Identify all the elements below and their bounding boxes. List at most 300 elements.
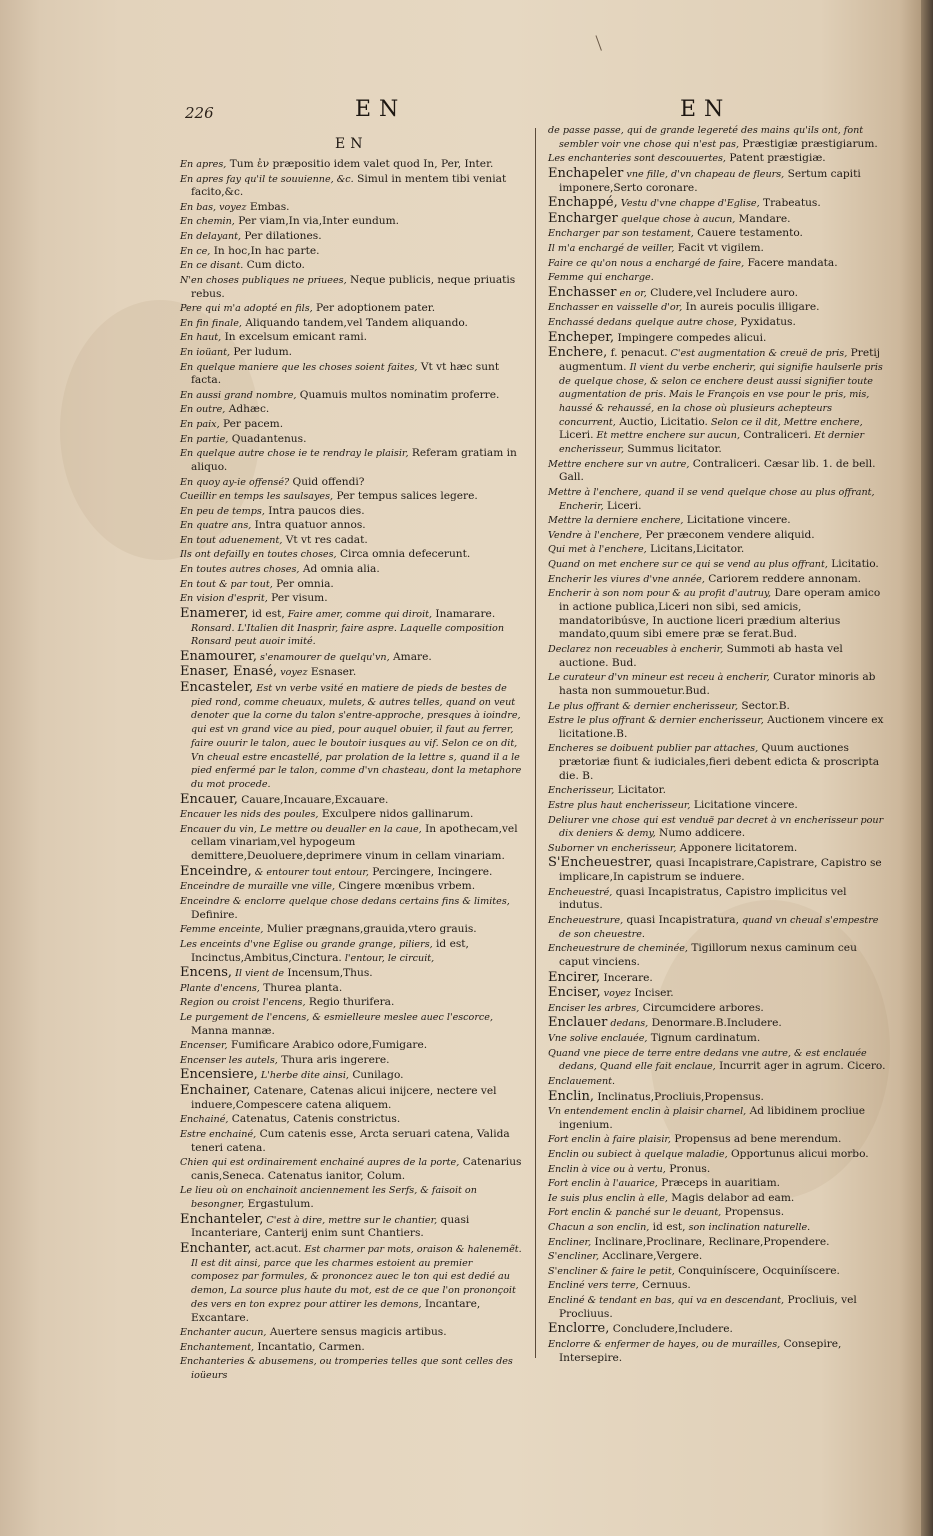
- dictionary-entry: [180, 938, 523, 965]
- french-text: En apres,: [180, 159, 227, 170]
- french-text: En outre,: [180, 404, 226, 416]
- french-text: Le purgement de l'encens, & esmielleure meslee auec l'escorce,: [180, 1011, 494, 1023]
- french-text: En partie,: [180, 433, 229, 445]
- french-text: Encheuestrure,: [548, 915, 624, 927]
- dictionary-entry: [548, 1206, 888, 1220]
- latin-text: quasi Incanteriare, Canterij enim sunt Chantiers.: [191, 1213, 470, 1240]
- dictionary-entry: [548, 196, 888, 211]
- french-text: Suborner vn encherisseur,: [548, 842, 677, 854]
- latin-text: Liceri.: [603, 499, 642, 512]
- french-text: Encenser,: [180, 1040, 228, 1052]
- latin-text: Auctionem vincere ex licitatione.B.: [559, 714, 884, 740]
- latin-text: Sertum capiti imponere,Serto coronare.: [559, 167, 861, 194]
- dictionary-entry: [180, 245, 523, 259]
- headword: Encauer,: [180, 791, 238, 807]
- french-text: Qui met à l'enchere,: [548, 544, 647, 556]
- dictionary-entry: [548, 643, 888, 670]
- french-text: En bas, voyez: [180, 201, 247, 213]
- headword: Enclin,: [548, 1088, 594, 1104]
- french-text: En toutes autres choses,: [180, 564, 300, 576]
- headword: Enciser,: [548, 985, 601, 1001]
- french-text: Le curateur d'vn mineur est receu à encherir,: [548, 672, 770, 684]
- latin-text: Regio thurifera.: [305, 996, 395, 1009]
- latin-text: Patent præstigiæ.: [725, 152, 826, 165]
- dictionary-entry: [548, 1047, 888, 1074]
- latin-text: Vt vt hæc sunt facta.: [191, 360, 500, 387]
- column-left: [180, 158, 523, 1384]
- headword: Enchappé,: [548, 195, 618, 211]
- french-text: En delayant,: [180, 231, 242, 243]
- dictionary-entry: [548, 257, 888, 271]
- dictionary-entry: [180, 1341, 523, 1355]
- headword: S'Encheuestrer,: [548, 855, 653, 871]
- french-text: S'encliner,: [548, 1251, 600, 1263]
- column-rule: [535, 128, 536, 1358]
- latin-text: Cum dicto.: [243, 259, 305, 272]
- dictionary-entry: [548, 1032, 888, 1046]
- dictionary-entry: [548, 1265, 888, 1279]
- latin-text: Apponere licitatorem.: [676, 841, 798, 854]
- latin-text: Per pacem.: [219, 418, 284, 431]
- latin-text: Inclinare,Proclinare, Reclinare,Propendere.: [591, 1235, 830, 1248]
- french-text: En tout & par tout,: [180, 578, 273, 590]
- latin-text: Pyxidatus.: [737, 315, 796, 328]
- french-text: Il vient de: [232, 968, 285, 980]
- latin-text: Quid offendi?: [289, 475, 365, 488]
- latin-text: Trabeatus.: [759, 197, 821, 210]
- latin-text: Per ludum.: [230, 345, 293, 358]
- french-text: Enchassé dedans quelque autre chose,: [548, 316, 738, 328]
- dictionary-entry: [548, 529, 888, 543]
- dictionary-entry: [180, 1156, 523, 1183]
- latin-text: Incantare, Excantare.: [191, 1297, 481, 1324]
- french-text: L'herbe dite ainsi,: [257, 1070, 349, 1082]
- french-text: quand vn cheual s'empestre de son cheuestre.: [559, 915, 879, 940]
- french-text: voyez: [600, 988, 631, 1000]
- french-text: Enchasser en vaisselle d'or,: [548, 302, 683, 314]
- french-text: Declarez non receuables à encherir,: [548, 643, 724, 655]
- latin-text: Facit vt vigilem.: [674, 241, 764, 254]
- headword: Enchanteler,: [180, 1211, 264, 1227]
- french-text: Ronsard. L'Italien dit Inasprir, faire aspre. Laquelle composition Ronsard peut auoir imité.: [191, 622, 505, 648]
- headword: Encharger: [548, 210, 618, 226]
- latin-text: Licitatio.: [827, 558, 879, 571]
- latin-text: Inamarare.: [432, 607, 496, 620]
- latin-text: Propensus.: [721, 1206, 785, 1219]
- latin-text: Thura aris ingerere.: [277, 1053, 390, 1066]
- latin-text: Præstigiæ præstigiarum.: [739, 137, 878, 150]
- dictionary-entry: [548, 671, 888, 698]
- french-text: Est charmer par mots, oraison & halenemẽt. Il est dit ainsi, parce que les charmes estoient au premier composez par formules, & prononcez auec le ton qui est dedié au demon, La source plus haute du mot, est de ce que l'on prononçoit des vers en ton exprez pour attirer les demons,: [191, 1244, 522, 1310]
- french-text: Encliner,: [548, 1236, 592, 1248]
- french-text: Enclin à vice ou à vertu,: [548, 1163, 666, 1175]
- latin-text: Summoti ab hasta vel auctione. Bud.: [559, 642, 843, 669]
- dictionary-entry: [180, 433, 523, 447]
- dictionary-entry: [548, 986, 888, 1001]
- dictionary-entry: [548, 814, 888, 841]
- dictionary-entry: [548, 1192, 888, 1206]
- latin-text: Incensum,Thus.: [284, 967, 373, 980]
- latin-text: Licitans,Licitator.: [646, 543, 745, 556]
- dictionary-entry: [180, 274, 523, 301]
- dictionary-entry: [180, 346, 523, 360]
- column-right: [548, 124, 888, 1366]
- latin-text: Ergastulum.: [244, 1198, 314, 1211]
- latin-text: Catenarius canis,Seneca. Catenatus ianitor, Colum.: [191, 1156, 522, 1182]
- french-text: Enclauement.: [548, 1075, 616, 1087]
- latin-text: Summus licitator.: [624, 443, 722, 456]
- latin-text: Dare operam amico in actione publica,Liceri non sibi, sed amicis, mandatoribúsve, In auctione liceri prædium alterius mandato,quum sibi emere præ se ferat.Bud.: [559, 587, 881, 641]
- dictionary-entry: [180, 982, 523, 996]
- french-text: En quelque autre chose ie te rendray le plaisir,: [180, 448, 409, 460]
- dictionary-entry: [180, 1326, 523, 1340]
- dictionary-entry: [548, 271, 888, 285]
- dictionary-entry: [180, 201, 523, 215]
- french-text: Selon ce il dit, Mettre enchere,: [707, 416, 863, 428]
- french-text: Mettre à l'enchere, quand il se vend quelque chose au plus offrant, Encherir,: [548, 486, 875, 512]
- french-text: Region ou croist l'encens,: [180, 997, 306, 1009]
- latin-text: Denormare.B.Includere.: [648, 1017, 782, 1030]
- french-text: Enceindre de muraille vne ville,: [180, 881, 335, 893]
- headword: Encensiere,: [180, 1067, 258, 1083]
- french-text: Vn entendement enclin à plaisir charnel,: [548, 1106, 747, 1118]
- latin-text: Intra paucos dies.: [264, 504, 365, 517]
- french-text: Vestu d'vne chappe d'Eglise,: [617, 198, 760, 210]
- dictionary-entry: [180, 592, 523, 606]
- french-text: Quand vne piece de terre entre dedans vne autre, & est enclauée dedans, Quand elle fait enclaue,: [548, 1047, 867, 1073]
- dictionary-entry: [180, 1213, 523, 1241]
- french-text: En apres fay qu'il te souuienne, &c.: [180, 173, 354, 185]
- dictionary-entry: [180, 1068, 523, 1083]
- dictionary-entry: [548, 316, 888, 330]
- latin-text: Cunilago.: [348, 1069, 404, 1082]
- dictionary-entry: [548, 886, 888, 913]
- latin-text: Catenatus, Catenis constrictus.: [228, 1113, 401, 1126]
- french-text: Enchanteries & abusemens, ou tromperies telles que sont celles des ioüeurs: [180, 1356, 513, 1382]
- latin-text: Per viam,In via,Inter eundum.: [234, 215, 400, 228]
- dictionary-entry: [180, 173, 523, 200]
- latin-text: Incurrit ager in agrum. Cicero.: [715, 1060, 886, 1073]
- section-heading: EN: [335, 136, 368, 152]
- latin-text: Simul in mentem tibi veniat facito,&c.: [191, 172, 507, 199]
- dictionary-entry: [548, 1250, 888, 1264]
- dictionary-entry: [180, 1084, 523, 1112]
- dictionary-entry: [180, 650, 523, 665]
- dictionary-entry: [548, 784, 888, 798]
- dictionary-entry: [548, 971, 888, 986]
- french-text: En peu de temps,: [180, 505, 265, 517]
- dictionary-entry: [180, 331, 523, 345]
- dictionary-entry: [180, 665, 523, 680]
- latin-text: Curator minoris ab hasta non summouetur.Bud.: [559, 671, 876, 697]
- latin-text: Cariorem reddere annonam.: [704, 572, 862, 585]
- dictionary-entry: [180, 447, 523, 474]
- dictionary-entry: [180, 823, 523, 864]
- dictionary-entry: [548, 1016, 888, 1031]
- latin-text: Opportunus alicui morbo.: [727, 1148, 869, 1160]
- dictionary-entry: [548, 242, 888, 256]
- latin-text: Tignum cardinatum.: [647, 1032, 761, 1045]
- dictionary-entry: [180, 793, 523, 808]
- dictionary-entry: [548, 152, 888, 166]
- french-text: Encheres se doibuent publier par attaches,: [548, 743, 759, 755]
- latin-text: Per præconem vendere aliquid.: [642, 528, 815, 541]
- latin-text: Consepire, Intersepire.: [559, 1337, 842, 1364]
- french-text: Enclorre & enfermer de hayes, ou de murailles,: [548, 1338, 781, 1350]
- latin-text: Referam gratiam in aliquo.: [191, 447, 517, 473]
- french-text: Estre le plus offrant & dernier encherisseur,: [548, 715, 764, 727]
- french-text: En ce,: [180, 245, 211, 257]
- dictionary-entry: [548, 1338, 888, 1365]
- latin-text: Mulier prægnans,grauida,vtero grauis.: [263, 923, 477, 936]
- french-text: Ils ont defailly en toutes choses,: [180, 549, 337, 561]
- dictionary-entry: [548, 856, 888, 884]
- french-text: En ioüant,: [180, 346, 231, 358]
- dictionary-entry: [548, 1163, 888, 1177]
- dictionary-entry: [548, 914, 888, 941]
- latin-text: In apothecam,vel cellam vinariam,vel hypogeum demittere,Deuoluere,deprimere vinum in cellam vinariam.: [191, 822, 518, 863]
- latin-text: Catenare, Catenas alicui inijcere, nectere vel induere,Compescere catena aliquem.: [191, 1084, 497, 1111]
- dictionary-entry: [548, 227, 888, 241]
- latin-text: Adhæc.: [225, 403, 270, 416]
- french-text: Pere qui m'a adopté en fils,: [180, 303, 313, 315]
- dictionary-entry: [180, 1113, 523, 1127]
- french-text: Encauer du vin, Le mettre ou deualler en la caue,: [180, 823, 422, 835]
- dictionary-entry: [180, 389, 523, 403]
- french-text: Ie suis plus enclin à elle,: [548, 1192, 668, 1204]
- french-text: de passe passe, qui de grande legereté des mains qu'ils ont, font sembler voir vne chose qui n'est pas,: [548, 125, 864, 150]
- latin-text: Aliquando tandem,vel Tandem aliquando.: [241, 316, 468, 329]
- dictionary-entry: [548, 124, 888, 151]
- latin-text: Amare.: [389, 650, 432, 663]
- french-text: Encliné & tendant en bas, qui va en descendant,: [548, 1294, 785, 1306]
- dictionary-entry: [548, 1236, 888, 1250]
- french-text: Les enchanteries sont descouuertes,: [548, 153, 726, 165]
- dictionary-entry: [180, 361, 523, 388]
- latin-text: In hoc,In hac parte.: [210, 244, 320, 257]
- dictionary-entry: [548, 799, 888, 813]
- latin-text: Licitatione vincere.: [683, 514, 791, 527]
- headword: Encheper,: [548, 329, 615, 345]
- french-text: En quelque maniere que les choses soient faites,: [180, 361, 418, 373]
- dictionary-entry: [180, 215, 523, 229]
- latin-text: In aureis poculis illigare.: [682, 301, 820, 314]
- dictionary-entry: [548, 286, 888, 301]
- dictionary-entry: [548, 742, 888, 783]
- french-text: Et dernier encherisseur,: [559, 430, 865, 456]
- latin-text: Liceri.: [559, 429, 594, 442]
- french-text: Estre enchainé,: [180, 1128, 257, 1140]
- dictionary-entry: [548, 486, 888, 513]
- latin-text: Percingere, Incingere.: [368, 865, 493, 878]
- dictionary-entry: [548, 587, 888, 642]
- headword: Enclauer: [548, 1015, 608, 1031]
- dictionary-entry: [180, 548, 523, 562]
- french-text: quelque chose à aucun,: [617, 213, 736, 225]
- dictionary-entry: [180, 1242, 523, 1325]
- french-text: Encliné vers terre,: [548, 1280, 639, 1292]
- dictionary-entry: [548, 1075, 888, 1089]
- latin-text: Cauare,Incauare,Excauare.: [237, 793, 389, 806]
- french-text: Quand on met enchere sur ce qui se vend au plus offrant,: [548, 559, 828, 571]
- french-text: dedans,: [607, 1018, 649, 1030]
- dictionary-entry: [180, 534, 523, 548]
- latin-text: Per adoptionem pater.: [312, 302, 436, 315]
- latin-text: quasi Incapistratura,: [623, 914, 739, 927]
- running-head-left: EN: [355, 97, 407, 122]
- french-text: Fort enclin à l'auarice,: [548, 1178, 658, 1190]
- latin-text: Definire.: [191, 908, 238, 921]
- latin-text: Per dilationes.: [241, 230, 322, 243]
- latin-text: Per tempus salices legere.: [333, 490, 478, 503]
- french-text: En vision d'esprit,: [180, 593, 268, 605]
- dictionary-entry: [180, 476, 523, 490]
- french-text: C'est augmentation & creuë de pris,: [667, 348, 848, 360]
- dictionary-entry: [180, 519, 523, 533]
- french-text: Chien qui est ordinairement enchainé aupres de la porte,: [180, 1157, 460, 1169]
- french-text: En chemin,: [180, 216, 235, 228]
- french-text: Mettre enchere sur vn autre,: [548, 458, 690, 470]
- french-text: Encenser les autels,: [180, 1054, 278, 1066]
- french-text: Fort enclin & panché sur le deuant,: [548, 1207, 722, 1219]
- dictionary-entry: [180, 607, 523, 649]
- dictionary-entry: [548, 346, 888, 457]
- latin-text: Cludere,vel Includere auro.: [646, 286, 798, 299]
- french-text: Encauer les nids des poules,: [180, 809, 319, 821]
- french-text: Vendre à l'enchere,: [548, 529, 643, 541]
- dictionary-entry: [548, 1221, 888, 1235]
- headword: Enchainer,: [180, 1082, 251, 1098]
- french-text: Encherir les viures d'vne année,: [548, 573, 705, 585]
- latin-text: Quum auctiones prætoriæ fiunt & iudiciales,fieri debent edicta & proscripta die. B.: [559, 742, 880, 782]
- headword: Enchere,: [548, 345, 608, 361]
- latin-text: act.acut.: [251, 1243, 302, 1256]
- french-text: voyez: [277, 667, 308, 679]
- latin-text: Licitatione vincere.: [690, 798, 798, 811]
- dictionary-entry: [180, 808, 523, 822]
- french-text: son inclination naturelle.: [685, 1221, 811, 1233]
- latin-text: Tigillorum nexus caminum ceu caput vinciens.: [559, 942, 857, 969]
- french-text: N'en choses publiques ne priuees,: [180, 274, 347, 286]
- latin-text: Mandare.: [735, 212, 791, 225]
- dictionary-entry: [180, 966, 523, 981]
- french-text: Enchainé,: [180, 1114, 229, 1126]
- latin-text: Cingere mœnibus vrbem.: [335, 880, 476, 893]
- french-text: Encharger par son testament,: [548, 228, 694, 240]
- french-text: Est vn verbe vsité en matiere de pieds de bestes de pied rond, comme cheuaux, mulets, & autres telles, quand on veut denoter que la corne du talon s'entre-approche, presques à ioindre, qui est vn grand vice au pied, pour auquel obuier, il faut au ferrer, faire ouurir le talon, auec le boutoir iusques au vif. Selon ce on dit, Vn cheual estre encastellé, par prolation de la lettre s, quand il a le pied enfermé par le talon, comme d'vn chasteau, dont la metaphore du mot procede.: [191, 683, 522, 790]
- latin-text: Numo addicere.: [655, 827, 746, 840]
- latin-text: Contraliceri.: [740, 429, 812, 442]
- latin-text: f. penacut.: [607, 347, 668, 360]
- latin-text: Intra quatuor annos.: [251, 519, 366, 532]
- french-text: Enclin ou subiect à quelque maladie,: [548, 1149, 728, 1160]
- latin-text: id est,: [649, 1220, 686, 1233]
- dictionary-entry: [548, 1148, 888, 1162]
- latin-text: Magis delabor ad eam.: [667, 1191, 795, 1204]
- latin-text: Embas.: [246, 200, 290, 213]
- latin-text: Incantatio, Carmen.: [254, 1340, 365, 1353]
- latin-text: Fumificare Arabico odore,Fumigare.: [227, 1039, 428, 1052]
- latin-text: Auertere sensus magicis artibus.: [266, 1326, 447, 1339]
- latin-text: In excelsum emicant rami.: [221, 331, 368, 344]
- headword: Enchapeler: [548, 165, 624, 181]
- french-text: Et mettre enchere sur aucun,: [593, 430, 741, 442]
- latin-text: Procliuis, vel Procliuus.: [559, 1293, 857, 1320]
- latin-text: Impingere compedes alicui.: [614, 331, 767, 344]
- french-text: & entourer tout entour,: [251, 866, 369, 878]
- dictionary-entry: [180, 578, 523, 592]
- dictionary-entry: [548, 331, 888, 346]
- latin-text: Vt vt res cadat.: [282, 533, 368, 546]
- french-text: En tout aduenement,: [180, 534, 283, 546]
- headword: Encasteler,: [180, 680, 254, 696]
- latin-text: Ad omnia alia.: [299, 563, 380, 576]
- french-text: en or,: [616, 287, 647, 299]
- latin-text: Incinctus,Ambitus,Cinctura.: [191, 951, 342, 964]
- latin-text: Per visum.: [267, 592, 328, 605]
- dictionary-entry: [548, 1133, 888, 1147]
- french-text: Enchantement,: [180, 1341, 255, 1353]
- french-text: Enciser les arbres,: [548, 1002, 640, 1014]
- latin-text: Cernuus.: [638, 1279, 691, 1292]
- dictionary-entry: [180, 259, 523, 273]
- dictionary-entry: [548, 543, 888, 557]
- french-text: En aussi grand nombre,: [180, 389, 297, 401]
- latin-text: Cum catenis esse, Arcta seruari catena, Valida teneri catena.: [191, 1127, 510, 1154]
- dictionary-entry: [180, 681, 523, 792]
- latin-text: Circa omnia defecerunt.: [336, 548, 471, 561]
- french-text: Femme enceinte,: [180, 924, 264, 936]
- french-text: Faire amer, comme qui diroit,: [284, 608, 433, 620]
- dictionary-entry: [548, 301, 888, 315]
- latin-text: Manna mannæ.: [191, 1024, 275, 1037]
- dictionary-entry: [180, 1011, 523, 1038]
- dictionary-entry: [180, 230, 523, 244]
- dictionary-entry: [548, 1105, 888, 1132]
- latin-text: Esnaser.: [307, 666, 357, 679]
- dictionary-entry: [180, 158, 523, 172]
- latin-text: quasi Incapistratus, Capistro implicitus vel indutus.: [559, 885, 847, 912]
- french-text: Femme qui encharge.: [548, 272, 654, 284]
- dictionary-entry: [180, 996, 523, 1010]
- dictionary-entry: [180, 923, 523, 937]
- dictionary-entry: [180, 317, 523, 331]
- dictionary-entry: [548, 700, 888, 714]
- dictionary-entry: [548, 842, 888, 856]
- dictionary-entry: [180, 490, 523, 504]
- latin-text: Inciser.: [631, 987, 674, 1000]
- latin-text: Propensus ad bene merendum.: [671, 1133, 842, 1146]
- headword: Encens,: [180, 965, 233, 981]
- french-text: Plante d'encens,: [180, 982, 260, 994]
- dictionary-entry: [548, 1294, 888, 1321]
- french-text: Encherisseur,: [548, 785, 615, 797]
- french-text: Vne solive enclauée,: [548, 1033, 648, 1045]
- french-text: Il m'a enchargé de veiller,: [548, 242, 675, 254]
- latin-text: Inclinatus,Procliuis,Propensus.: [593, 1090, 764, 1103]
- latin-text: Pretij augmentum.: [559, 347, 881, 373]
- dictionary-entry: [548, 942, 888, 969]
- french-text: Encherir à son nom pour & au profit d'autruy,: [548, 588, 772, 600]
- running-head-right: EN: [680, 97, 732, 122]
- french-text: En paix,: [180, 419, 220, 431]
- french-text: vne fille, d'vn chapeau de fleurs,: [623, 168, 785, 180]
- latin-text: Licitator.: [614, 784, 666, 797]
- dictionary-entry: [180, 1355, 523, 1382]
- latin-text: quasi Incapistrare,Capistrare, Capistro se implicare,In capistrum se induere.: [559, 857, 882, 884]
- dictionary-entry: [180, 1039, 523, 1053]
- dictionary-entry: [180, 505, 523, 519]
